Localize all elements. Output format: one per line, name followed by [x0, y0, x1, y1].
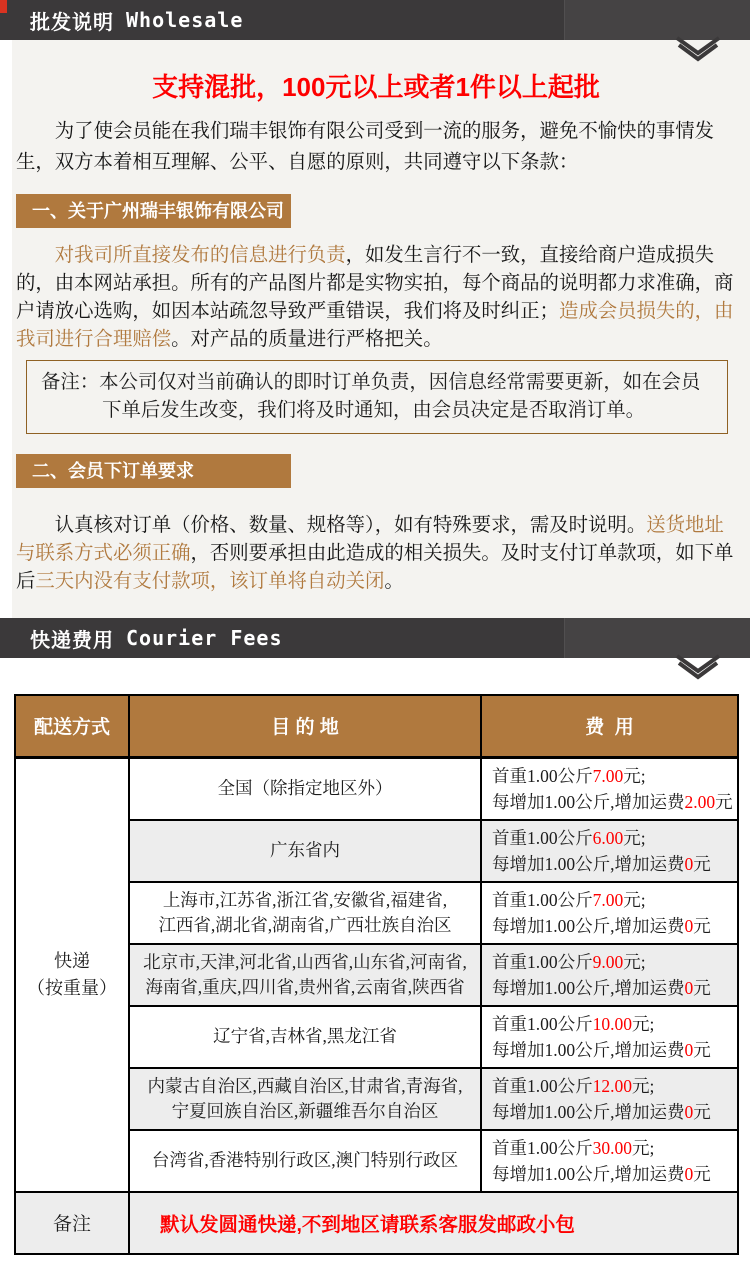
- section-1-title-bar: 一、关于广州瑞丰银饰有限公司: [16, 194, 291, 228]
- fee-cell: 首重1.00公斤6.00元; 每增加1.00公斤,增加运费0元: [481, 820, 738, 882]
- fee-cell: 首重1.00公斤7.00元; 每增加1.00公斤,增加运费0元: [481, 882, 738, 944]
- courier-banner-title-zh: 快递费用: [30, 627, 114, 652]
- fee-amount: 0: [684, 853, 694, 874]
- fee-table-footer: [15, 1192, 738, 1254]
- wholesale-banner-title-en: Wholesale: [126, 8, 244, 32]
- text-segment: 。对产品的质量进行严格把关。: [171, 329, 443, 350]
- text-segment: 送货地址与联系方式必须正确: [16, 515, 724, 564]
- text-segment: 认真核对订单（价格、数量、规格等），如有特殊要求，需及时说明。: [54, 515, 647, 536]
- column-header-fee: 费 用: [481, 695, 738, 757]
- column-header-method: 配送方式: [15, 695, 129, 757]
- wholesale-banner: [0, 0, 750, 40]
- text-segment: ，如发生言行不一致，直接给商户造成损失的，由本网站承担。所有的产品图片都是实物实拍，每个商品的说明都力求准确，商户请放心选购，如因本站疏忽导致严重错误，我们将及时纠正；: [16, 245, 734, 322]
- min-order-headline: 支持混批，100元以上或者1件以上起批: [152, 72, 600, 102]
- fee-amount: 0: [684, 915, 694, 936]
- text-segment: 。: [384, 571, 404, 592]
- text-segment: 三天内没有支付款项，该订单将自动关闭: [35, 571, 385, 592]
- fee-cell: 首重1.00公斤7.00元; 每增加1.00公斤,增加运费2.00元: [481, 757, 738, 820]
- intro-paragraph: 为了使会员能在我们瑞丰银饰有限公司受到一流的服务，避免不愉快的事情发生，双方本着相互理解、公平、自愿的原则，共同遵守以下条款：: [16, 121, 715, 173]
- courier-fee-table: [14, 694, 739, 1255]
- red-corner-chip: [0, 0, 7, 13]
- remark-label-cell: 备注: [15, 1192, 129, 1254]
- wholesale-section: [12, 40, 750, 618]
- fee-amount: 7.00: [592, 765, 624, 786]
- fee-cell: 首重1.00公斤10.00元; 每增加1.00公斤,增加运费0元: [481, 1006, 738, 1068]
- wholesale-banner-title-zh: 批发说明: [30, 9, 114, 34]
- fee-table-body: [15, 757, 738, 1192]
- fee-row: [15, 757, 738, 820]
- fee-amount: 7.00: [592, 889, 624, 910]
- courier-banner-title-en: Courier Fees: [126, 626, 283, 650]
- fee-amount: 12.00: [592, 1075, 632, 1096]
- destination-cell: 北京市,天津,河北省,山西省,山东省,河南省, 海南省,重庆,四川省,贵州省,云南省,陕西省: [129, 944, 481, 1006]
- remark-text-cell: 默认发圆通快递,不到地区请联系客服发邮政小包: [129, 1192, 738, 1254]
- section-2-paragraph: [16, 512, 736, 596]
- fee-cell: 首重1.00公斤30.00元; 每增加1.00公斤,增加运费0元: [481, 1130, 738, 1192]
- fee-table-header-row: [15, 695, 738, 757]
- fee-amount: 0: [684, 1039, 694, 1060]
- fee-table-header: [15, 695, 738, 757]
- destination-cell: 全国（除指定地区外）: [129, 757, 481, 820]
- fee-amount: 0: [684, 977, 694, 998]
- destination-cell: 辽宁省,吉林省,黑龙江省: [129, 1006, 481, 1068]
- order-note-text: 备注：本公司仅对当前确认的即时订单负责，因信息经常需要更新，如在会员下单后发生改变，我们将及时通知，由会员决定是否取消订单。: [41, 372, 701, 421]
- banner-seam: [564, 0, 750, 40]
- text-segment: 造成会员损失的，由我司进行合理赔偿: [16, 301, 734, 350]
- fee-amount: 30.00: [592, 1137, 632, 1158]
- text-segment: 对我司所直接发布的信息进行负责: [54, 245, 346, 266]
- fee-amount: 0: [684, 1163, 694, 1184]
- destination-cell: 内蒙古自治区,西藏自治区,甘肃省,青海省, 宁夏回族自治区,新疆维吾尔自治区: [129, 1068, 481, 1130]
- fee-cell: 首重1.00公斤9.00元; 每增加1.00公斤,增加运费0元: [481, 944, 738, 1006]
- shipping-method-cell: 快递 （按重量）: [15, 757, 129, 1192]
- column-header-destination: 目 的 地: [129, 695, 481, 757]
- remark-row: [15, 1192, 738, 1254]
- text-segment: ，否则要承担由此造成的相关损失。及时支付订单款项，如下单后: [16, 543, 734, 592]
- section-1-paragraph: [16, 242, 736, 354]
- order-note-box: [26, 360, 728, 434]
- fee-amount: 2.00: [684, 791, 716, 812]
- destination-cell: 台湾省,香港特别行政区,澳门特别行政区: [129, 1130, 481, 1192]
- section-2-title-bar: 二、会员下订单要求: [16, 454, 291, 488]
- destination-cell: 广东省内: [129, 820, 481, 882]
- fee-amount: 0: [684, 1101, 694, 1122]
- courier-fees-banner: [0, 618, 750, 658]
- fee-amount: 6.00: [592, 827, 624, 848]
- banner-seam: [564, 618, 750, 658]
- destination-cell: 上海市,江苏省,浙江省,安徽省,福建省, 江西省,湖北省,湖南省,广西壮族自治区: [129, 882, 481, 944]
- fee-amount: 10.00: [592, 1013, 632, 1034]
- fee-amount: 9.00: [592, 951, 624, 972]
- chevron-down-icon: [675, 36, 721, 67]
- fee-cell: 首重1.00公斤12.00元; 每增加1.00公斤,增加运费0元: [481, 1068, 738, 1130]
- chevron-down-icon: [675, 654, 721, 685]
